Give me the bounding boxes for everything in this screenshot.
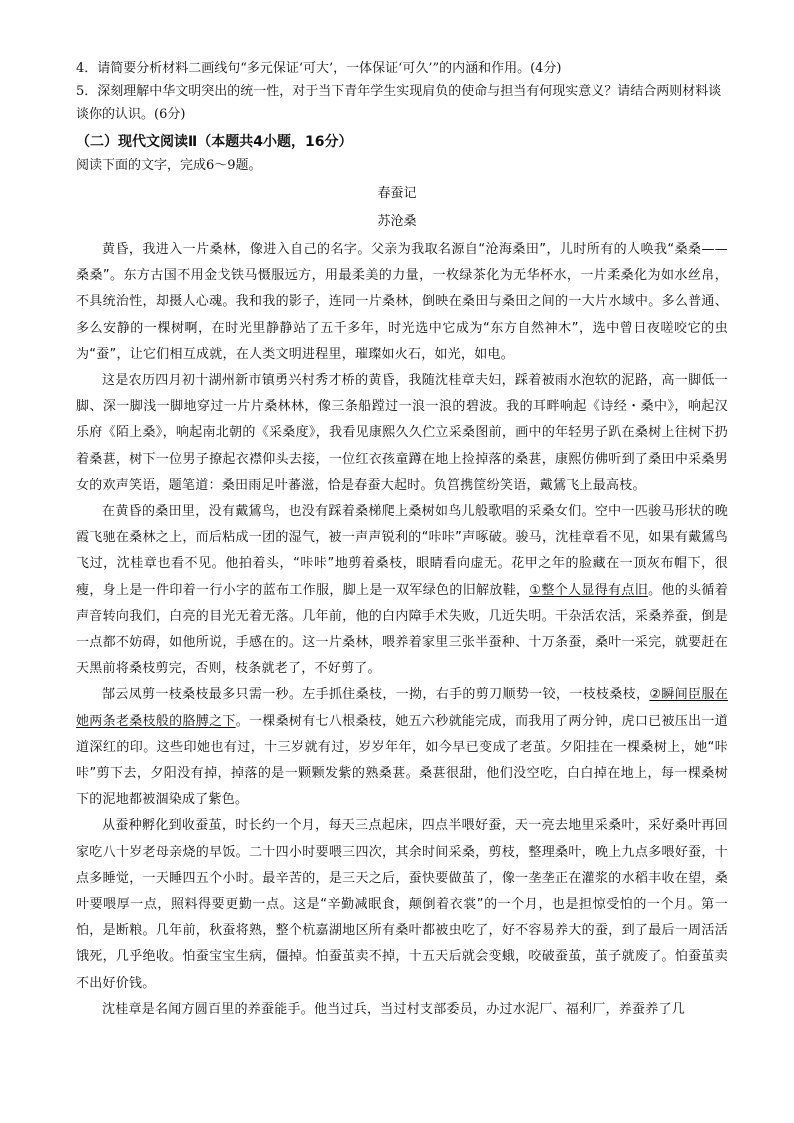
section-heading: （二）现代文阅读Ⅱ（本题共4小题，16分） [76, 134, 353, 150]
paragraph-3-text-b: 。他的头循着声音转向我们，白亮的目光无着无落。几年前，他的白内障手术失败，几近失明。干杂活农活，采桑养蚕，倒是一点都不妨碍，如他所说，手感在的。这一片桑林，喂养着家里三张半蚕种、十万条蚕，桑叶一采完，就要赶在天黑前将桑枝剪完，否则，枝条就老了，不好剪了。 [76, 582, 728, 677]
paragraph-3-text-a: 在黄昏的桑田里，没有戴鵀鸟，也没有踩着桑梯爬上桑树如鸟儿般歌唱的采桑女们。空中一匹骏马形状的晚霞飞驰在桑林之上，而后粘成一团的湿气，被一声声锐利的“咔咔”声啄破。骏马，沈桂章看不见，如果有戴鵀鸟飞过，沈桂章也看不见。他拍着头，“咔咔”地剪着桑枝，眼睛看向虚无。花甲之年的脸藏在一顶灰布帽下，很瘦，身上是一件印着一行小字的蓝布工作服，脚上是一双军绿色的旧解放鞋， [76, 504, 728, 598]
paragraph-3 [76, 499, 728, 682]
paragraph-4 [76, 682, 728, 813]
paragraph-1: 黄昏，我进入一片桑林，像进入自己的名字。父亲为我取名源自“沧海桑田”，儿时所有的人唤我“桑桑——桑桑”。东方古国不用金戈铁马慑服远方，用最柔美的力量，一枚绿茶化为无华杯水，一片柔桑化为如水丝帛，不具统治性，却摄人心魂。我和我的影子，连同一片桑林，倒映在桑田与桑田之间的一大片水域中。多么普通、多么安静的一棵树啊，在时光里静静站了五千多年，时光选中它成为“东方自然神木”，选中曾日夜嗟咬它的虫为“蚕”，让它们相互成就，在人类文明进程里，璀璨如火石，如光，如电。 [76, 242, 728, 362]
paragraph-6: 沈桂章是名闻方圆百里的养蚕能手。他当过兵，当过村支部委员，办过水泥厂、福利厂，养蚕养了几 [102, 1001, 686, 1017]
paragraph-4-text-a: 郜云凤剪一枝桑枝最多只需一秒。左手抓住桑枝，一拗，右手的剪刀顺势一铰，一枝枝桑枝， [102, 687, 650, 703]
underlined-sentence-1: ①整个人显得有点旧 [529, 582, 649, 598]
paragraph-2: 这是农历四月初十湖州新市镇勇兴村秀才桥的黄昏，我随沈桂章夫妇，踩着被雨水泡软的泥路，高一脚低一脚、深一脚浅一脚地穿过一片片桑林林，像三条船蹚过一浪一浪的碧波。我的耳畔响起《诗经・桑中》，响起汉乐府《陌上桑》，响起南北朝的《采桑度》，我看见康熙久久伫立采桑图前，画中的年轻男子趴在桑树上往树下扔着桑葚，树下一位男子撩起衣襟仰头去接，一位红衣孩童蹲在地上捡掉落的桑葚，康熙仿佛听到了桑田中采桑男女的欢声笑语，题笔道：桑田雨足叶蕃滋，恰是春蚕大起时。负筥携筐纷笑语，戴鵀飞上最高枝。 [76, 373, 728, 493]
article-author: 苏沧桑 [377, 214, 417, 229]
article-title: 春蚕记 [377, 186, 417, 201]
article-body [76, 237, 728, 1023]
paragraph-4-text-b: 。一棵桑树有七八根桑枝，她五六秒就能完成，而我用了两分钟，虎口已被压出一道道深红的印。这些印她也有过，十三岁就有过，岁岁年年，如今早已变成了老茧。夕阳挂在一棵桑树上，她“咔咔”剪下去，夕阳没有掉，掉落的是一颗颗发紫的熟桑葚。桑葚很甜，他们没空吃，白白掉在地上，每一棵桑树下的泥地都被涸染成了紫色。 [76, 713, 728, 808]
reading-instruction: 阅读下面的文字，完成6～9题。 [76, 158, 262, 173]
question-4: 4．请简要分析材料二画线句“多元保证‘可大’，一体保证‘可久’”的内涵和作用。(4分) [76, 61, 562, 76]
paragraph-5: 从蚕种孵化到收蚕茧，时长约一个月，每天三点起床，四点半喂好蚕，天一亮去地里采桑叶，采好桑叶再回家吃八十岁老母亲烧的早饭。二十四小时要喂三四次，其余时间采桑，剪枝，整理桑叶，晚上九点多喂好蚕，十点多睡觉，一天睡四五个小时。最辛苦的，是三天之后，蚕快要做茧了，像一垄垄正在灌浆的水稻丰收在望，桑叶要喂厚一点，照料得要更勤一点。这是“辛勤减眠食，颠倒着衣裳”的一个月，也是担惊受怕的一个月。第一怕，是断粮。几年前，秋蚕将熟，整个杭嘉湖地区所有桑叶都被虫吃了，好不容易养大的蚕，到了最后一周活活饿死，几乎绝收。怕蚕宝宝生病，僵掉。怕蚕茧卖不掉，十五天后就会变蛾，咬破蚕茧，茧子就废了。怕蚕茧卖不出好价钱。 [76, 818, 728, 991]
question-5: 5．深刻理解中华文明突出的统一性，对于当下青年学生实现肩负的使命与担当有何现实意义？请结合两则材料谈谈你的认识。(6分) [76, 84, 722, 122]
underlined-sentence-2: ②瞬间臣服在她两条老桑枝般的胳膊之下 [76, 687, 728, 729]
